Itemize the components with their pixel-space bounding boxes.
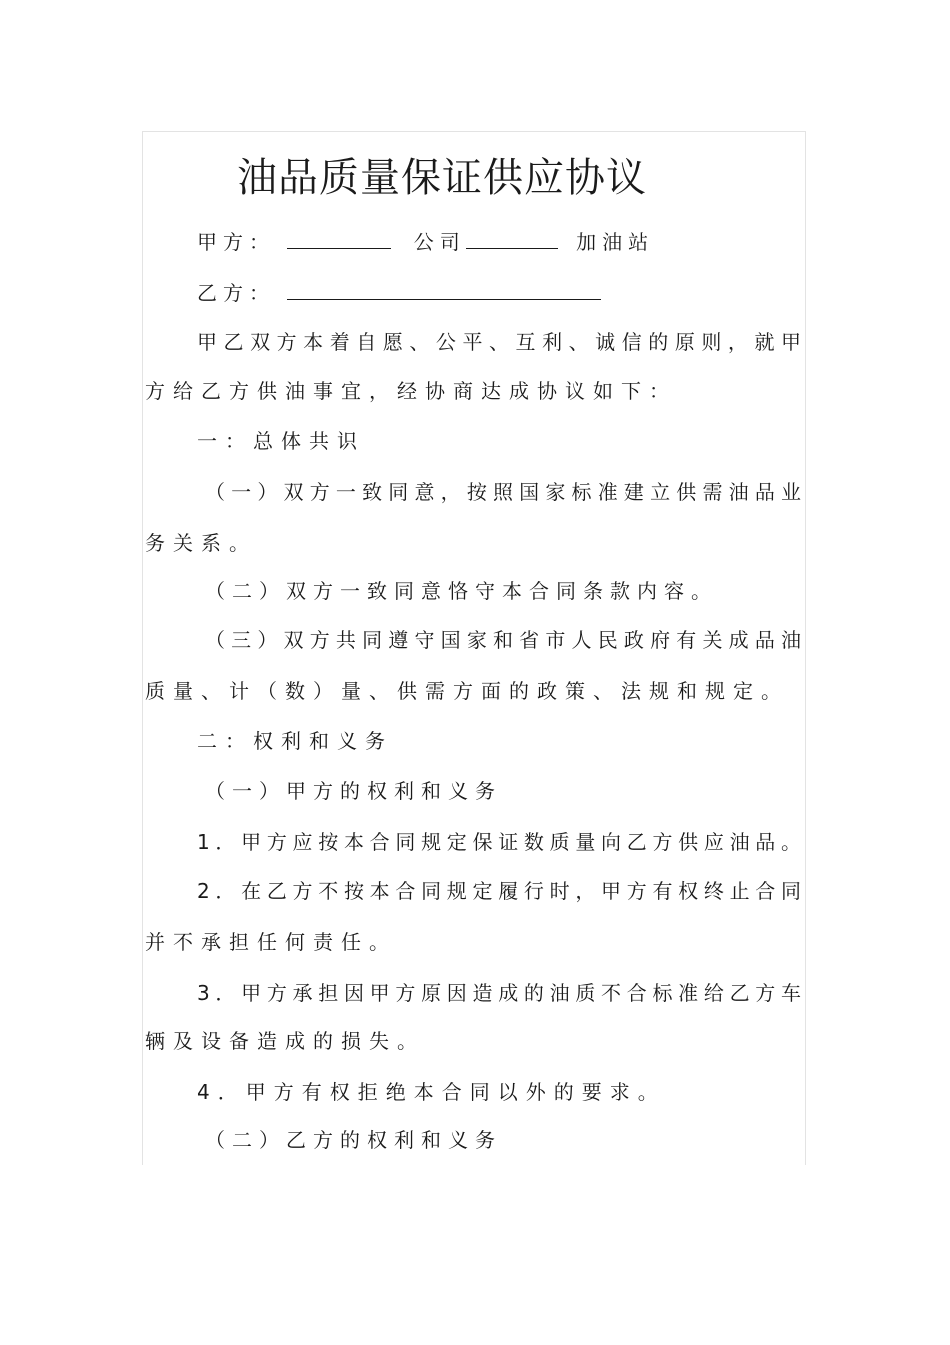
- party-b-label: 乙方：: [197, 281, 275, 305]
- section-2-point-2-line-2: 并不承担任何责任。: [145, 930, 397, 954]
- party-b-line: [145, 280, 801, 306]
- section-2-point-4: 4．甲方有权拒绝本合同以外的要求。: [197, 1080, 666, 1104]
- party-a-line: [145, 229, 801, 255]
- party-a-station-word: 加油站: [576, 230, 655, 254]
- section-2-point-3-line-1: 3．甲方承担因甲方原因造成的油质不合标准给乙方车: [197, 981, 801, 1005]
- section-2-point-2-line-1: 2．在乙方不按本合同规定履行时，甲方有权终止合同: [197, 879, 801, 903]
- party-b-blank[interactable]: [287, 281, 601, 300]
- preamble-line-2: 方给乙方供油事宜，经协商达成协议如下：: [145, 379, 677, 403]
- section-2-heading: 二：权利和义务: [197, 729, 393, 753]
- section-2-sub-1: （一）甲方的权利和义务: [205, 779, 502, 803]
- party-a-station-blank[interactable]: [466, 230, 558, 249]
- section-1-item-3-line-1: （三）双方共同遵守国家和省市人民政府有关成品油: [205, 628, 801, 652]
- section-1-item-3-line-2: 质量、计（数）量、供需方面的政策、法规和规定。: [145, 679, 789, 703]
- preamble-line-1: 甲乙双方本着自愿、公平、互利、诚信的原则，就甲: [197, 330, 801, 354]
- section-1-heading: 一：总体共识: [197, 429, 365, 453]
- section-1-item-2: （二）双方一致同意恪守本合同条款内容。: [205, 579, 718, 603]
- party-a-company-blank[interactable]: [287, 230, 391, 249]
- section-1-item-1-line-1: （一）双方一致同意，按照国家标准建立供需油品业: [205, 480, 801, 504]
- party-a-company-word: 公司: [413, 230, 466, 254]
- party-a-label: 甲方：: [197, 230, 275, 254]
- section-2-point-3-line-2: 辆及设备造成的损失。: [145, 1029, 425, 1053]
- section-1-item-1-line-2: 务关系。: [145, 531, 257, 555]
- document-title: 油品质量保证供应协议: [237, 155, 647, 201]
- section-2-point-1: 1．甲方应按本合同规定保证数质量向乙方供应油品。: [197, 830, 801, 854]
- section-2-sub-2: （二）乙方的权利和义务: [205, 1128, 502, 1152]
